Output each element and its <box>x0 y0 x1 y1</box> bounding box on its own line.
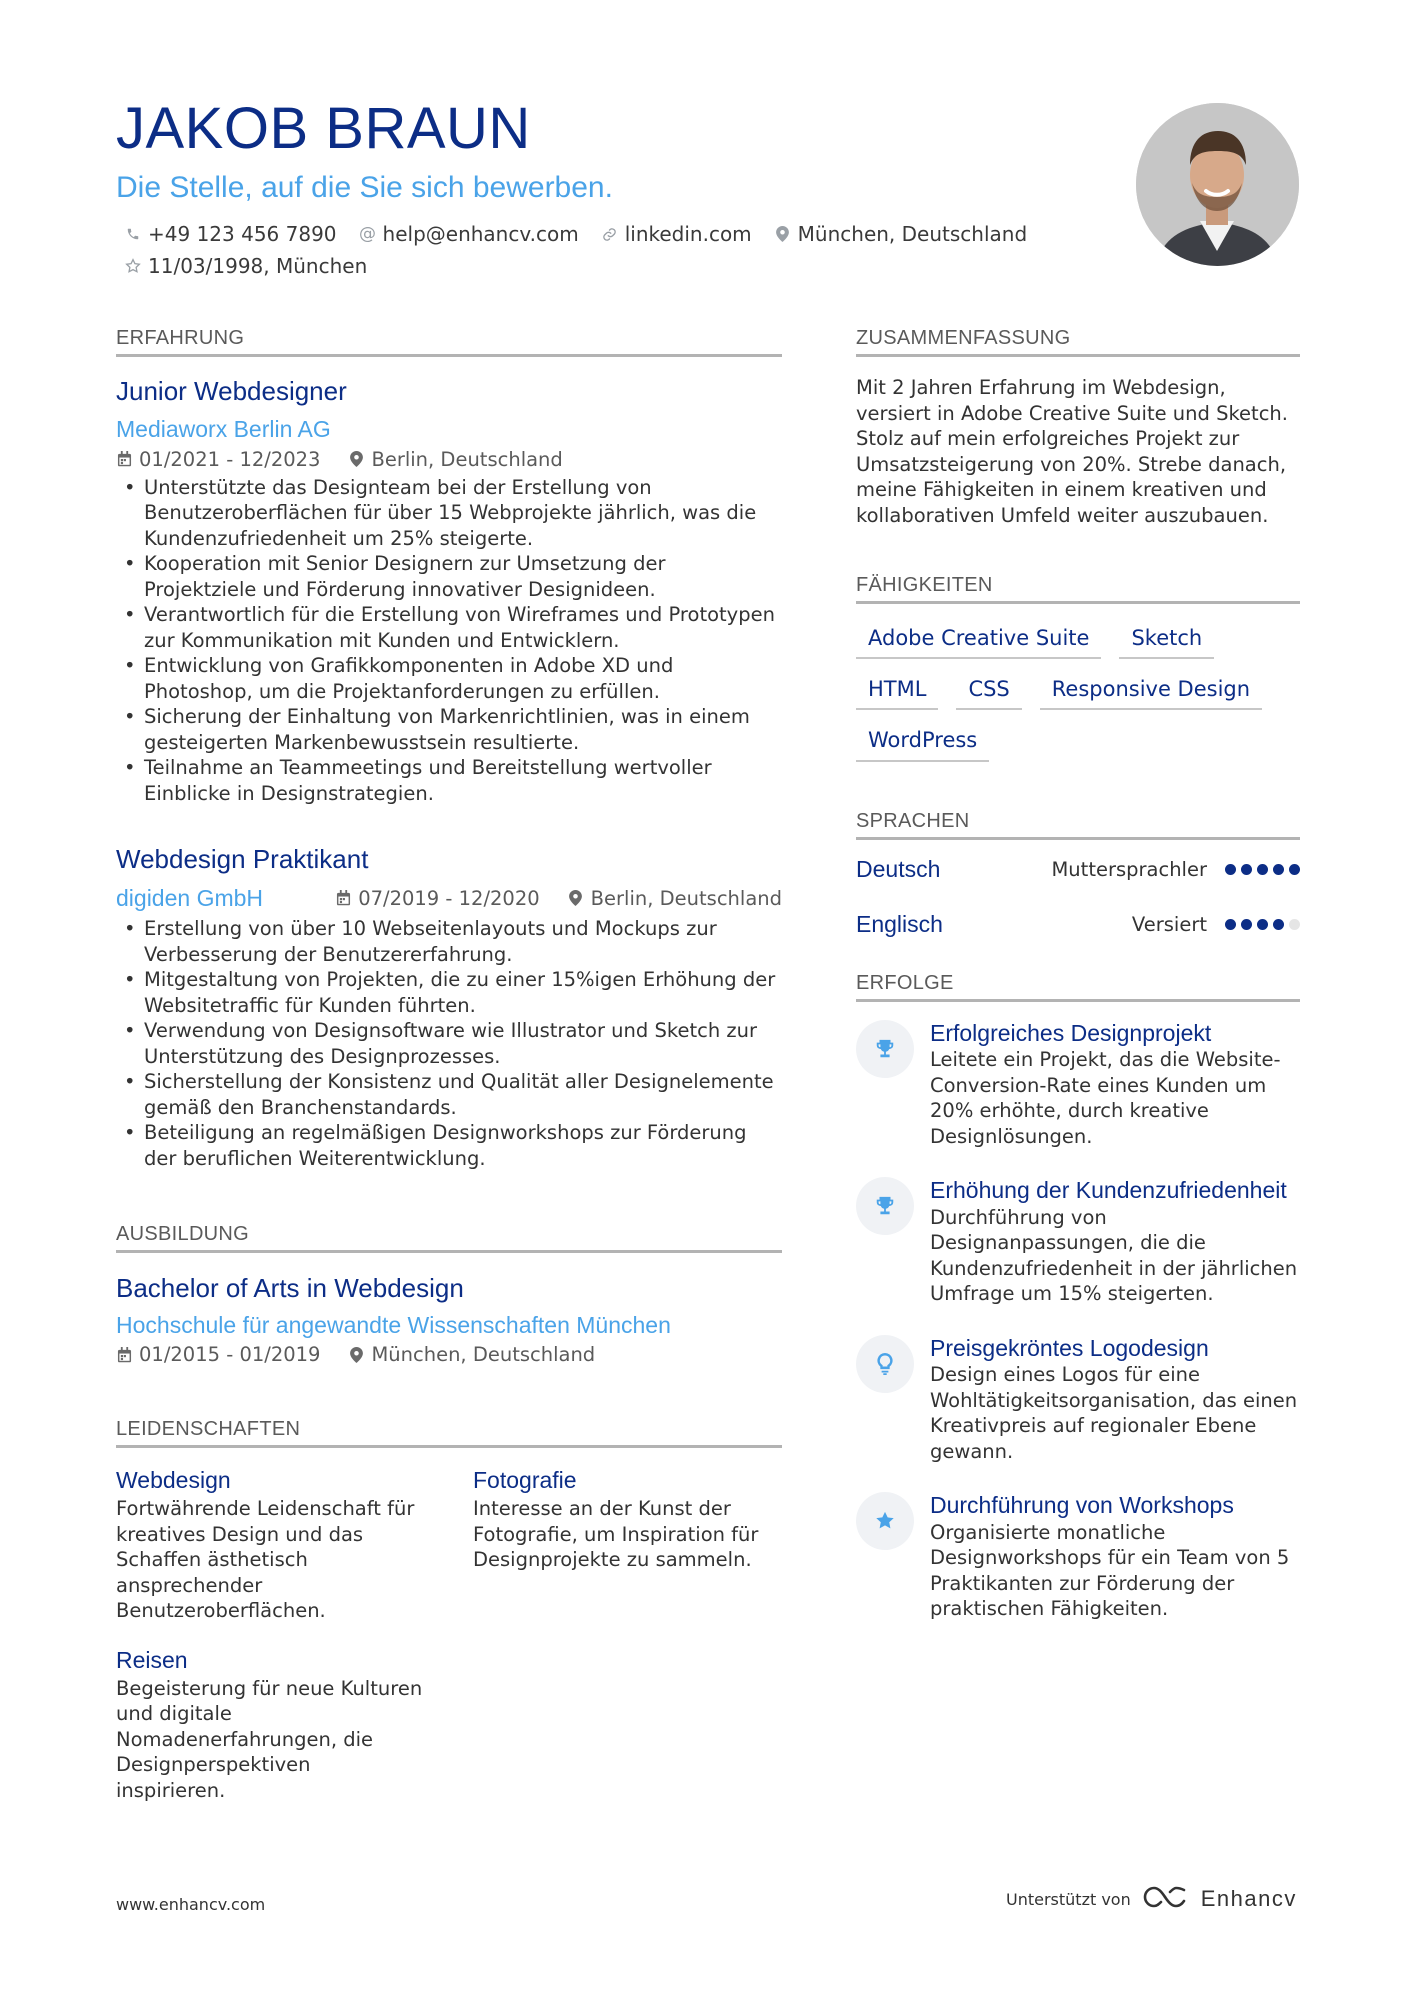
bullet: • Beteiligung an regelmäßigen Designworkshops zur Förderung der beruflichen Weiterentwicklung. <box>116 1120 782 1171</box>
education-location-text: München, Deutschland <box>371 1343 596 1367</box>
footer-website[interactable]: www.enhancv.com <box>116 1895 266 1914</box>
calendar-icon <box>116 1347 132 1363</box>
contact-row-2 <box>124 254 367 278</box>
location-text: München, Deutschland <box>797 222 1028 246</box>
language-row <box>856 897 1300 952</box>
achievement-title: Erhöhung der Kundenzufriedenheit <box>930 1177 1287 1204</box>
job-company: Mediaworx Berlin AG <box>116 416 331 443</box>
contact-location <box>774 222 1027 246</box>
language-level: Muttersprachler <box>1051 857 1207 881</box>
rating-dot <box>1257 919 1268 930</box>
left-column <box>116 327 782 1803</box>
achievement-body <box>930 1335 1300 1465</box>
summary-section-title: ZUSAMMENFASSUNG <box>856 327 1300 357</box>
education-section-title: AUSBILDUNG <box>116 1223 782 1253</box>
location-pin-icon <box>348 451 364 467</box>
bullet: • Kooperation mit Senior Designern zur Umsetzung der Projektziele und Förderung innovativer Designideen. <box>116 551 782 602</box>
bullet: • Teilnahme an Teammeetings und Bereitstellung wertvoller Einblicke in Designstrategien. <box>116 755 782 806</box>
lightbulb-icon <box>856 1335 914 1393</box>
education-location <box>348 1343 595 1366</box>
language-level: Versiert <box>1131 912 1207 936</box>
languages-list <box>856 842 1300 952</box>
location-pin-icon <box>568 890 584 906</box>
education-dates-text: 01/2015 - 01/2019 <box>139 1343 321 1367</box>
passion-item <box>116 1466 425 1623</box>
experience-section-title: ERFAHRUNG <box>116 327 782 357</box>
bullet: • Mitgestaltung von Projekten, die zu einer 15%igen Erhöhung der Websitetraffic für Kunden führten. <box>116 967 782 1018</box>
achievement-text: Durchführung von Designanpassungen, die die Kundenzufriedenheit in der jährlichen Umfrage um 15% steigerten. <box>930 1205 1298 1306</box>
rating-dot <box>1225 919 1236 930</box>
candidate-name: JAKOB BRAUN <box>116 96 531 161</box>
bullet: • Erstellung von über 10 Webseitenlayouts und Mockups zur Verbesserung der Benutzererfahrung. <box>116 916 782 967</box>
contact-email[interactable] <box>359 222 579 246</box>
job-dates-text: 01/2021 - 12/2023 <box>139 447 321 471</box>
link-icon <box>601 225 619 243</box>
job-location-text: Berlin, Deutschland <box>590 886 782 910</box>
email-text: help@enhancv.com <box>382 222 579 246</box>
languages-section-title: SPRACHEN <box>856 810 1300 840</box>
skills-list <box>856 626 1300 762</box>
job-company-row <box>116 884 782 913</box>
rating-dot <box>1289 864 1300 875</box>
powered-by-text: Unterstützt von <box>1006 1889 1131 1909</box>
linkedin-text: linkedin.com <box>624 222 752 246</box>
language-name: Englisch <box>856 910 943 937</box>
bullet: • Sicherstellung der Konsistenz und Qualität aller Designelemente gemäß den Branchenstandards. <box>116 1069 782 1120</box>
rating-dot <box>1225 864 1236 875</box>
profile-photo <box>1136 103 1299 266</box>
achievement-title: Durchführung von Workshops <box>930 1492 1234 1519</box>
calendar-icon <box>335 890 351 906</box>
bullet: • Verantwortlich für die Erstellung von Wireframes und Prototypen zur Kommunikation mit Kunden und Entwicklern. <box>116 602 782 653</box>
achievement-item <box>856 1335 1300 1465</box>
passion-item <box>473 1466 782 1623</box>
location-pin-icon <box>774 225 792 243</box>
at-icon: @ <box>359 224 377 244</box>
calendar-icon <box>116 451 132 467</box>
passion-title: Webdesign <box>116 1467 231 1494</box>
achievement-body <box>930 1492 1300 1622</box>
bullet: • Entwicklung von Grafikkomponenten in Adobe XD und Photoshop, um die Projektanforderungen zu erfüllen. <box>116 653 782 704</box>
job-meta <box>335 887 782 910</box>
language-rating <box>1225 864 1300 875</box>
education-item <box>116 1273 782 1366</box>
achievement-title: Preisgekröntes Logodesign <box>930 1334 1209 1361</box>
passions-section-title: LEIDENSCHAFTEN <box>116 1418 782 1448</box>
rating-dot <box>1289 919 1300 930</box>
contact-row <box>124 222 1027 246</box>
contact-phone[interactable] <box>124 222 337 246</box>
achievement-text: Organisierte monatliche Designworkshops für ein Team von 5 Praktikanten zur Förderung der praktischen Fähigkeiten. <box>930 1520 1290 1621</box>
passion-title: Fotografie <box>473 1467 577 1494</box>
location-pin-icon <box>348 1347 364 1363</box>
language-name: Deutsch <box>856 855 941 882</box>
rating-dot <box>1257 864 1268 875</box>
job-dates <box>116 448 320 471</box>
star-icon <box>856 1492 914 1550</box>
achievement-text: Design eines Logos für eine Wohltätigkeitsorganisation, das einen Kreativpreis auf regionaler Ebene gewann. <box>930 1363 1298 1463</box>
trophy-icon <box>856 1177 914 1235</box>
achievements-section-title: ERFOLGE <box>856 972 1300 1002</box>
passion-text: Interesse an der Kunst der Fotografie, um Inspiration für Designprojekte zu sammeln. <box>473 1497 759 1572</box>
job-bullets <box>116 916 782 1171</box>
skill-tag: HTML <box>856 677 938 710</box>
enhancv-logo-icon <box>1143 1884 1189 1914</box>
phone-text: +49 123 456 7890 <box>148 222 337 246</box>
school: Hochschule für angewandte Wissenschaften München <box>116 1311 671 1338</box>
birth-text: 11/03/1998, München <box>148 254 368 278</box>
passion-text: Begeisterung für neue Kulturen und digitale Nomadenerfahrungen, die Designperspektiven inspirieren. <box>116 1676 423 1802</box>
star-outline-icon <box>124 257 142 275</box>
skill-tag: Sketch <box>1119 626 1214 659</box>
skill-tag: CSS <box>956 677 1021 710</box>
bullet: • Unterstützte das Designteam bei der Erstellung von Benutzeroberflächen für über 15 Webprojekte jährlich, was die Kundenzufriedenheit um 25% steigerte. <box>116 475 782 552</box>
degree: Bachelor of Arts in Webdesign <box>116 1273 464 1304</box>
phone-icon <box>124 225 142 243</box>
job-dates-text: 07/2019 - 12/2020 <box>358 886 540 910</box>
bullet: • Verwendung von Designsoftware wie Illustrator und Sketch zur Unterstützung des Designprozesses. <box>116 1018 782 1069</box>
job-role: Webdesign Praktikant <box>116 844 369 875</box>
rating-dot <box>1273 919 1284 930</box>
job-location <box>568 887 782 910</box>
skills-section-title: FÄHIGKEITEN <box>856 574 1300 604</box>
summary-text: Mit 2 Jahren Erfahrung im Webdesign, versiert in Adobe Creative Suite und Sketch. Stolz auf mein erfolgreiches Projekt zur Umsatzsteigerung von 20%. Strebe danach, meine Fähigkeiten in einem kreativen und kollaborativen Umfeld weiter auszubauen. <box>856 376 1288 527</box>
passion-title: Reisen <box>116 1646 188 1673</box>
bullet: • Sicherung der Einhaltung von Markenrichtlinien, was in einem gesteigerten Markenbewusstsein resultierte. <box>116 704 782 755</box>
language-row <box>856 842 1300 897</box>
skill-tag: WordPress <box>856 728 989 761</box>
achievement-item <box>856 1177 1300 1307</box>
job-company: digiden GmbH <box>116 884 264 911</box>
education-meta <box>116 1343 782 1366</box>
achievement-item <box>856 1020 1300 1150</box>
job-title: Die Stelle, auf die Sie sich bewerben. <box>116 171 613 204</box>
job-dates <box>335 887 539 910</box>
job-meta <box>116 448 782 471</box>
experience-item <box>116 844 782 1171</box>
brand-name: Enhancv <box>1200 1886 1297 1911</box>
skill-tag: Responsive Design <box>1040 677 1262 710</box>
contact-birth <box>124 254 367 278</box>
language-rating <box>1225 919 1300 930</box>
job-role: Junior Webdesigner <box>116 376 347 406</box>
skill-tag: Adobe Creative Suite <box>856 626 1101 659</box>
experience-item <box>116 376 782 806</box>
job-location-text: Berlin, Deutschland <box>371 447 563 471</box>
education-dates <box>116 1343 320 1366</box>
achievement-body <box>930 1177 1300 1307</box>
job-bullets <box>116 475 782 807</box>
achievement-text: Leitete ein Projekt, das die Website-Conversion-Rate eines Kunden um 20% erhöhte, durch kreative Designlösungen. <box>930 1048 1281 1148</box>
footer-branding <box>1006 1884 1297 1914</box>
achievement-title: Erfolgreiches Designprojekt <box>930 1019 1212 1046</box>
passion-text: Fortwährende Leidenschaft für kreatives Design und das Schaffen ästhetisch ansprechender Benutzeroberflächen. <box>116 1497 415 1623</box>
achievement-item <box>856 1492 1300 1622</box>
contact-linkedin[interactable] <box>601 222 752 246</box>
passions-grid <box>116 1466 782 1803</box>
trophy-icon <box>856 1020 914 1078</box>
rating-dot <box>1241 864 1252 875</box>
achievement-body <box>930 1020 1300 1150</box>
rating-dot <box>1273 864 1284 875</box>
rating-dot <box>1241 919 1252 930</box>
job-location <box>348 448 562 471</box>
passion-item <box>116 1646 425 1803</box>
right-column <box>856 327 1300 1622</box>
